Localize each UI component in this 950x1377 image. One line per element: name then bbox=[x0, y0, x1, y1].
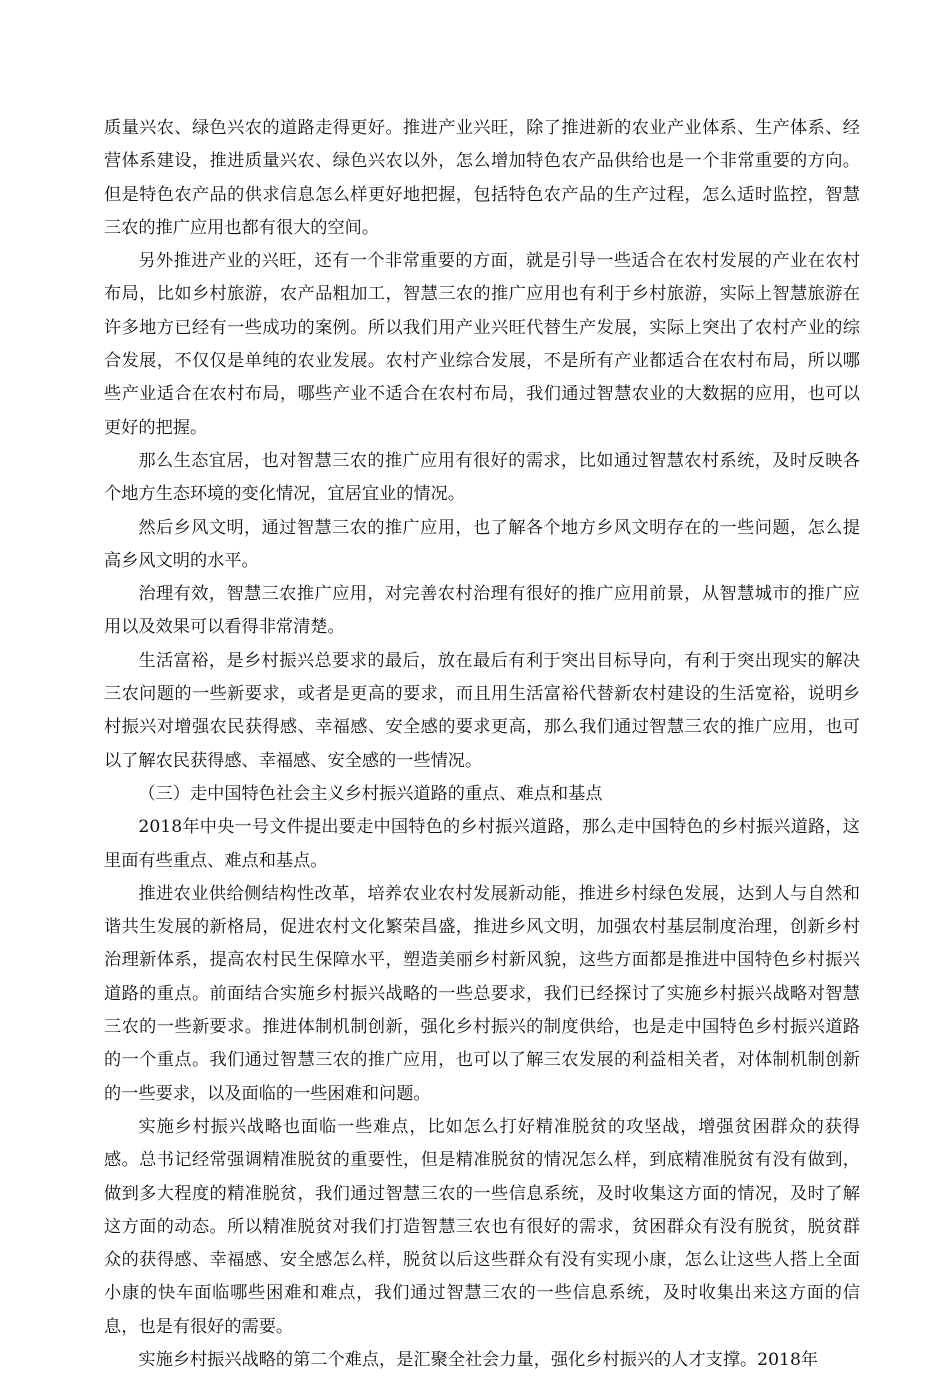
paragraph: 然后乡风文明，通过智慧三农的推广应用，也了解各个地方乡风文明存在的一些问题，怎么提高乡风文明的水平。 bbox=[104, 517, 860, 571]
paragraph: 那么生态宜居，也对智慧三农的推广应用有很好的需求，比如通过智慧农村系统，及时反映各个地方生态环境的变化情况，宜居宜业的情况。 bbox=[104, 450, 860, 505]
paragraph: 2018年中央一号文件提出要走中国特色的乡村振兴道路，那么走中国特色的乡村振兴道路，这里面有些重点、难点和基点。 bbox=[104, 817, 860, 871]
paragraph: 实施乡村振兴战略也面临一些难点，比如怎么打好精准脱贫的攻坚战，增强贫困群众的获得感。总书记经常强调精准脱贫的重要性，但是精准脱贫的情况怎么样，到底精准脱贫有没有做到，做到多大程度的精准脱贫，我们通过智慧三农的一些信息系统，及时收集这方面的情况，及时了解这方面的动态。所以精准脱贫对我们打造智慧三农也有很好的需求，贫困群众有没有脱贫，脱贫群众的获得感、幸福感、安全感怎么样，脱贫以后这些群众有没有实现小康，怎么让这些人搭上全面小康的快车面临哪些困难和难点，我们通过智慧三农的一些信息系统，及时收集出来这方面的信息，也是有很好的需要。 bbox=[104, 1116, 860, 1337]
paragraph: 质量兴农、绿色兴农的道路走得更好。推进产业兴旺，除了推进新的农业产业体系、生产体系、经营体系建设，推进质量兴农、绿色兴农以外，怎么增加特色农产品供给也是一个非常重要的方向。但是特色农产品的供求信息怎么样更好地把握，包括特色农产品的生产过程，怎么适时监控，智慧三农的推广应用也都有很大的空间。 bbox=[104, 118, 860, 238]
document-body bbox=[104, 112, 860, 1377]
paragraph: 推进农业供给侧结构性改革，培养农业农村发展新动能，推进乡村绿色发展，达到人与自然和谐共生发展的新格局，促进农村文化繁荣昌盛，推进乡风文明，加强农村基层制度治理，创新乡村治理新体系，提高农村民生保障水平，塑造美丽乡村新风貌，这些方面都是推进中国特色乡村振兴道路的重点。前面结合实施乡村振兴战略的一些总要求，我们已经探讨了实施乡村振兴战略对智慧三农的一些新要求。推进体制机制创新，强化乡村振兴的制度供给，也是走中国特色乡村振兴道路的一个重点。我们通过智慧三农的推广应用，也可以了解三农发展的利益相关者，对体制机制创新的一些要求，以及面临的一些困难和问题。 bbox=[104, 883, 860, 1104]
paragraph: 治理有效，智慧三农推广应用，对完善农村治理有很好的推广应用前景，从智慧城市的推广应用以及效果可以看得非常清楚。 bbox=[104, 584, 860, 638]
paragraph: 实施乡村振兴战略的第二个难点，是汇聚全社会力量，强化乡村振兴的人才支撑。2018年 bbox=[138, 1349, 819, 1370]
paragraph: 另外推进产业的兴旺，还有一个非常重要的方面，就是引导一些适合在农村发展的产业在农村布局，比如乡村旅游，农产品粗加工，智慧三农的推广应用也有利于乡村旅游，实际上智慧旅游在许多地方已经有一些成功的案例。所以我们用产业兴旺代替生产发展，实际上突出了农村产业的综合发展，不仅仅是单纯的农业发展。农村产业综合发展，不是所有产业都适合在农村布局，所以哪些产业适合在农村布局，哪些产业不适合在农村布局，我们通过智慧农业的大数据的应用，也可以更好的把握。 bbox=[104, 251, 860, 438]
paragraph: 生活富裕，是乡村振兴总要求的最后，放在最后有利于突出目标导向，有利于突出现实的解决三农问题的一些新要求，或者是更高的要求，而且用生活富裕代替新农村建设的生活宽裕，说明乡村振兴对增强农民获得感、幸福感、安全感的要求更高，那么我们通过智慧三农的推广应用，也可以了解农民获得感、幸福感、安全感的一些情况。 bbox=[104, 650, 860, 771]
section-heading: （三）走中国特色社会主义乡村振兴道路的重点、难点和基点 bbox=[138, 783, 603, 804]
